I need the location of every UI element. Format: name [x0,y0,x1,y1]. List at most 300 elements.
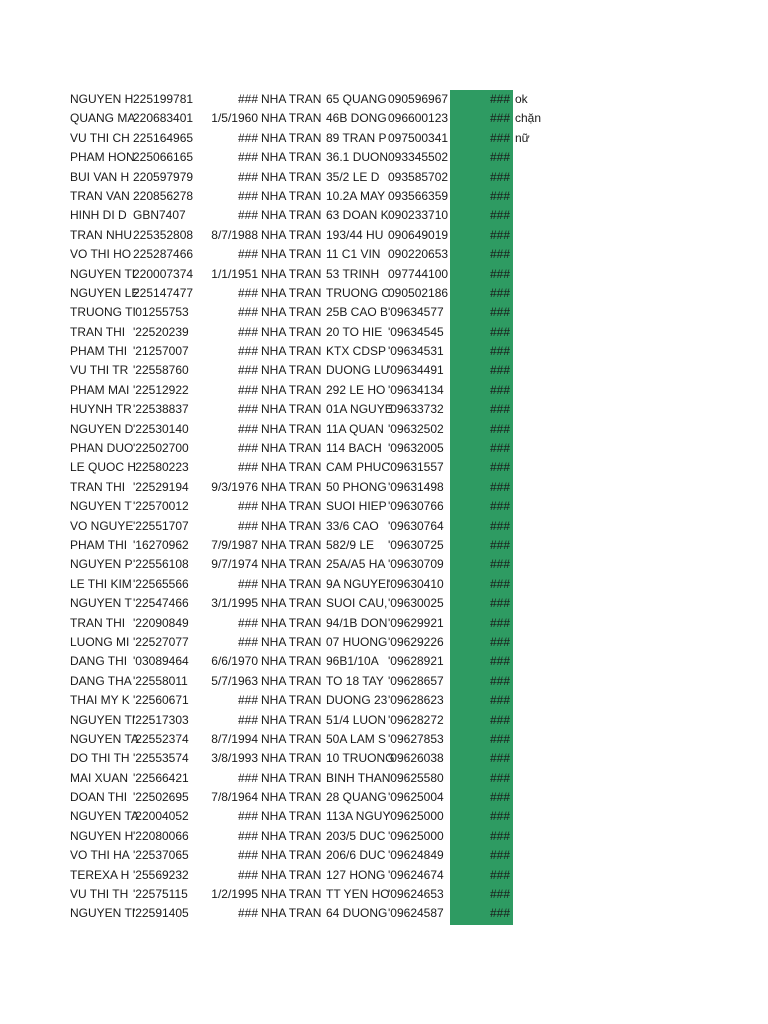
cell-id-number[interactable]: '22080066 [133,828,189,843]
cell-date-of-birth[interactable]: ### [237,247,258,262]
cell-city[interactable]: NHA TRAN [261,731,322,746]
cell-phone[interactable]: '09628272 [388,712,444,727]
cell-name[interactable]: BUI VAN H [70,169,130,184]
cell-highlighted-value[interactable]: ### [450,594,513,613]
cell-date-of-birth[interactable]: 7/8/1964 [211,790,258,805]
cell-id-number[interactable]: 220856278 [133,188,194,203]
cell-date-of-birth[interactable]: 1/5/1960 [211,111,258,126]
cell-id-number[interactable]: '01255753 [133,305,189,320]
cell-date-of-birth[interactable]: ### [237,324,258,339]
table-row[interactable] [0,148,768,167]
cell-highlighted-value[interactable]: ### [450,323,513,342]
cell-id-number[interactable]: 225147477 [133,285,194,300]
cell-note[interactable] [515,381,575,400]
cell-name[interactable]: QUANG MA [70,111,136,126]
cell-address[interactable]: 36.1 DUON [326,150,389,165]
cell-note[interactable] [515,439,575,458]
cell-name[interactable]: LE THI KIM [70,576,132,591]
cell-note[interactable] [515,265,575,284]
cell-city[interactable]: NHA TRAN [261,654,322,669]
cell-address[interactable]: 50 PHONG [326,479,387,494]
cell-date-of-birth[interactable]: ### [237,208,258,223]
cell-address[interactable]: SUOI HIEP [326,499,387,514]
cell-note[interactable] [515,342,575,361]
cell-address[interactable]: 10.2A MAY [326,188,386,203]
cell-date-of-birth[interactable]: 9/7/1974 [211,557,258,572]
cell-phone[interactable]: '09627853 [388,731,444,746]
cell-note[interactable] [515,769,575,788]
cell-note[interactable] [515,846,575,865]
cell-date-of-birth[interactable]: ### [237,712,258,727]
cell-date-of-birth[interactable]: ### [237,518,258,533]
cell-phone[interactable]: '09634545 [388,324,444,339]
cell-name[interactable]: NGUYEN T [70,499,132,514]
table-row[interactable] [0,885,768,904]
cell-phone[interactable]: 090502186 [388,285,449,300]
table-row[interactable] [0,323,768,342]
cell-id-number[interactable]: '22527077 [133,634,189,649]
cell-address[interactable]: 25B CAO B [326,305,389,320]
cell-name[interactable]: MAI XUAN [70,770,129,785]
cell-address[interactable]: 89 TRAN P [326,130,387,145]
cell-address[interactable]: KTX CDSP [326,344,387,359]
cell-address[interactable]: SUOI CAU, [326,596,388,611]
cell-highlighted-value[interactable]: ### [450,904,513,923]
cell-note[interactable] [515,361,575,380]
table-row[interactable] [0,226,768,245]
cell-id-number[interactable]: '22551707 [133,518,189,533]
cell-name[interactable]: NGUYEN LE [70,285,140,300]
cell-id-number[interactable]: 220007374 [133,266,194,281]
cell-city[interactable]: NHA TRAN [261,770,322,785]
cell-id-number[interactable]: 220597979 [133,169,194,184]
table-row[interactable] [0,458,768,477]
cell-date-of-birth[interactable]: 8/7/1994 [211,731,258,746]
table-row[interactable] [0,827,768,846]
cell-id-number[interactable]: 225199781 [133,92,194,106]
cell-city[interactable]: NHA TRAN [261,402,322,417]
table-row[interactable] [0,594,768,613]
cell-note[interactable] [515,303,575,322]
cell-address[interactable]: DUONG 23 [326,693,388,708]
cell-id-number[interactable]: 220683401 [133,111,194,126]
table-row[interactable] [0,206,768,225]
cell-highlighted-value[interactable]: ### [450,342,513,361]
cell-id-number[interactable]: '22530140 [133,421,189,436]
cell-name[interactable]: NGUYEN H [70,828,134,843]
cell-name[interactable]: TRAN VAN [70,188,130,203]
cell-address[interactable]: 01A NGUYE [326,402,393,417]
table-row[interactable] [0,517,768,536]
cell-date-of-birth[interactable]: 7/9/1987 [211,537,258,552]
cell-note[interactable]: nữ [515,130,530,145]
cell-address[interactable]: 193/44 HU [326,227,384,242]
cell-note[interactable] [515,672,575,691]
table-row[interactable] [0,904,768,923]
cell-city[interactable]: NHA TRAN [261,382,322,397]
table-row[interactable] [0,90,768,109]
cell-phone[interactable]: '09624674 [388,867,444,882]
cell-note[interactable] [515,827,575,846]
cell-address[interactable]: 20 TO HIE [326,324,383,339]
table-row[interactable] [0,168,768,187]
cell-date-of-birth[interactable]: ### [237,92,258,106]
cell-phone[interactable]: '09625000 [388,828,444,843]
table-row[interactable] [0,730,768,749]
cell-highlighted-value[interactable]: ### [450,284,513,303]
cell-address[interactable]: CAM PHUC [326,460,391,475]
cell-city[interactable]: NHA TRAN [261,188,322,203]
cell-name[interactable]: NGUYEN H [70,92,134,106]
cell-note[interactable] [515,691,575,710]
cell-highlighted-value[interactable]: ### [450,168,513,187]
table-row[interactable] [0,478,768,497]
cell-phone[interactable]: 097744100 [388,266,449,281]
cell-id-number[interactable]: '22575115 [133,887,188,902]
cell-highlighted-value[interactable]: ### [450,866,513,885]
cell-highlighted-value[interactable]: ### [450,517,513,536]
cell-id-number[interactable]: 225287466 [133,247,194,262]
cell-highlighted-value[interactable]: ### [450,652,513,671]
cell-name[interactable]: DANG THI [70,654,128,669]
cell-date-of-birth[interactable]: ### [237,906,258,921]
cell-date-of-birth[interactable]: ### [237,576,258,591]
cell-id-number[interactable]: 225164965 [133,130,194,145]
cell-phone[interactable]: '09629921 [388,615,444,630]
cell-highlighted-value[interactable]: ### [450,769,513,788]
cell-date-of-birth[interactable]: ### [237,460,258,475]
cell-date-of-birth[interactable]: ### [237,402,258,417]
cell-address[interactable]: 582/9 LE [326,537,375,552]
cell-note[interactable] [515,400,575,419]
table-row[interactable] [0,575,768,594]
cell-phone[interactable]: '09630725 [388,537,444,552]
table-row[interactable] [0,769,768,788]
cell-phone[interactable]: '09630410 [388,576,444,591]
cell-highlighted-value[interactable]: ### [450,691,513,710]
cell-address[interactable]: BINH THAN [326,770,391,785]
cell-id-number[interactable]: '22517303 [133,712,189,727]
cell-address[interactable]: 206/6 DUC [326,848,386,863]
cell-highlighted-value[interactable]: ### [450,420,513,439]
table-row[interactable] [0,866,768,885]
table-row[interactable] [0,497,768,516]
cell-phone[interactable]: '09631557 [388,460,444,475]
cell-name[interactable]: HUYNH TR [70,402,132,417]
cell-note[interactable]: ok [515,92,528,106]
table-row[interactable] [0,555,768,574]
cell-phone[interactable]: '09625004 [388,790,444,805]
cell-id-number[interactable]: '22566421 [133,770,189,785]
cell-date-of-birth[interactable]: ### [237,130,258,145]
cell-note[interactable] [515,148,575,167]
cell-highlighted-value[interactable]: ### [450,303,513,322]
cell-phone[interactable]: '09628657 [388,673,444,688]
cell-date-of-birth[interactable]: ### [237,285,258,300]
cell-date-of-birth[interactable]: ### [237,441,258,456]
cell-id-number[interactable]: '22553574 [133,751,189,766]
cell-highlighted-value[interactable]: ### [450,827,513,846]
cell-highlighted-value[interactable]: ### [450,730,513,749]
cell-name[interactable]: PHAN DUO [70,441,134,456]
cell-date-of-birth[interactable]: ### [237,693,258,708]
cell-phone[interactable]: '09628623 [388,693,444,708]
cell-phone[interactable]: '09624587 [388,906,444,921]
cell-id-number[interactable]: 225352808 [133,227,194,242]
cell-note[interactable] [515,711,575,730]
table-row[interactable] [0,614,768,633]
cell-date-of-birth[interactable]: ### [237,382,258,397]
cell-note[interactable] [515,904,575,923]
cell-highlighted-value[interactable]: ### [450,885,513,904]
cell-address[interactable]: 51/4 LUON [326,712,387,727]
table-row[interactable] [0,400,768,419]
cell-note[interactable] [515,885,575,904]
cell-highlighted-value[interactable]: ### [450,206,513,225]
cell-note[interactable] [515,788,575,807]
cell-id-number[interactable]: '03089464 [133,654,189,669]
cell-name[interactable]: VO NGUYE [70,518,134,533]
cell-name[interactable]: PHAM MAI [70,382,130,397]
table-row[interactable] [0,672,768,691]
cell-id-number[interactable]: '22570012 [133,499,189,514]
cell-highlighted-value[interactable]: ### [450,265,513,284]
cell-note[interactable] [515,536,575,555]
cell-note[interactable] [515,323,575,342]
cell-city[interactable]: NHA TRAN [261,130,322,145]
cell-city[interactable]: NHA TRAN [261,499,322,514]
cell-address[interactable]: TO 18 TAY [326,673,384,688]
cell-highlighted-value[interactable]: ### [450,749,513,768]
cell-date-of-birth[interactable]: ### [237,499,258,514]
cell-note[interactable]: chặn [515,111,542,126]
cell-id-number[interactable]: 225066165 [133,150,194,165]
cell-city[interactable]: NHA TRAN [261,887,322,902]
cell-id-number[interactable]: GBN7407 [133,208,186,223]
cell-highlighted-value[interactable]: ### [450,439,513,458]
cell-date-of-birth[interactable]: 1/1/1951 [211,266,258,281]
cell-highlighted-value[interactable]: ### [450,672,513,691]
cell-address[interactable]: TRUONG C [326,285,390,300]
cell-id-number[interactable]: '22529194 [133,479,189,494]
cell-name[interactable]: LE QUOC H [70,460,137,475]
cell-name[interactable]: TRAN THI [70,615,126,630]
cell-address[interactable]: 65 QUANG [326,92,387,106]
cell-city[interactable]: NHA TRAN [261,460,322,475]
cell-id-number[interactable]: '22547466 [133,596,189,611]
cell-name[interactable]: VO THI HO [70,247,132,262]
cell-city[interactable]: NHA TRAN [261,421,322,436]
table-row[interactable] [0,265,768,284]
cell-id-number[interactable]: '22556108 [133,557,189,572]
cell-address[interactable]: 11 C1 VIN [326,247,381,262]
cell-name[interactable]: DANG THA [70,673,132,688]
cell-date-of-birth[interactable]: ### [237,150,258,165]
cell-address[interactable]: TT YEN HO [326,887,390,902]
cell-city[interactable]: NHA TRAN [261,809,322,824]
cell-highlighted-value[interactable]: ### [450,458,513,477]
cell-phone[interactable]: '09634577 [388,305,444,320]
cell-note[interactable] [515,497,575,516]
cell-note[interactable] [515,594,575,613]
cell-date-of-birth[interactable]: ### [237,421,258,436]
table-row[interactable] [0,439,768,458]
cell-highlighted-value[interactable]: ### [450,187,513,206]
cell-phone[interactable]: 090220653 [388,247,449,262]
cell-city[interactable]: NHA TRAN [261,828,322,843]
cell-address[interactable]: 11A QUAN [326,421,384,436]
cell-name[interactable]: TRUONG TI [70,305,136,320]
cell-note[interactable] [515,245,575,264]
cell-highlighted-value[interactable]: ### [450,129,513,148]
cell-name[interactable]: NGUYEN TA [70,731,139,746]
cell-name[interactable]: DOAN THI [70,790,128,805]
cell-id-number[interactable]: '22090849 [133,615,189,630]
table-row[interactable] [0,788,768,807]
cell-address[interactable]: 35/2 LE D [326,169,380,184]
cell-city[interactable]: NHA TRAN [261,790,322,805]
cell-name[interactable]: NGUYEN P [70,557,133,572]
cell-id-number[interactable]: '21257007 [133,344,189,359]
cell-city[interactable]: NHA TRAN [261,867,322,882]
cell-id-number[interactable]: '22512922 [133,382,189,397]
cell-city[interactable]: NHA TRAN [261,305,322,320]
cell-address[interactable]: 10 TRUONG [326,751,395,766]
table-row[interactable] [0,284,768,303]
cell-id-number[interactable]: '22558760 [133,363,189,378]
cell-highlighted-value[interactable]: ### [450,478,513,497]
cell-address[interactable]: 292 LE HO [326,382,386,397]
cell-date-of-birth[interactable]: ### [237,848,258,863]
cell-date-of-birth[interactable]: 3/1/1995 [211,596,258,611]
table-row[interactable] [0,303,768,322]
cell-note[interactable] [515,517,575,536]
cell-id-number[interactable]: '22538837 [133,402,189,417]
cell-date-of-birth[interactable]: 5/7/1963 [211,673,258,688]
cell-address[interactable]: 64 DUONG [326,906,388,921]
cell-city[interactable]: NHA TRAN [261,441,322,456]
cell-date-of-birth[interactable]: ### [237,867,258,882]
cell-date-of-birth[interactable]: ### [237,169,258,184]
cell-phone[interactable]: '09625580 [388,770,444,785]
cell-phone[interactable]: 093585702 [388,169,449,184]
cell-date-of-birth[interactable]: ### [237,344,258,359]
cell-note[interactable] [515,420,575,439]
cell-city[interactable]: NHA TRAN [261,344,322,359]
cell-date-of-birth[interactable]: 3/8/1993 [211,751,258,766]
cell-phone[interactable]: '09630025 [388,596,444,611]
cell-note[interactable] [515,614,575,633]
cell-name[interactable]: NGUYEN TA [70,809,139,824]
cell-phone[interactable]: '09634491 [388,363,444,378]
cell-city[interactable]: NHA TRAN [261,751,322,766]
table-row[interactable] [0,342,768,361]
cell-name[interactable]: VU THI TR [70,363,129,378]
cell-highlighted-value[interactable]: ### [450,633,513,652]
table-row[interactable] [0,245,768,264]
cell-city[interactable]: NHA TRAN [261,693,322,708]
cell-address[interactable]: 9A NGUYEI [326,576,390,591]
cell-note[interactable] [515,749,575,768]
cell-city[interactable]: NHA TRAN [261,634,322,649]
cell-name[interactable]: TEREXA H [70,867,130,882]
cell-highlighted-value[interactable]: ### [450,846,513,865]
cell-id-number[interactable]: '22565566 [133,576,189,591]
cell-highlighted-value[interactable]: ### [450,555,513,574]
cell-highlighted-value[interactable]: ### [450,575,513,594]
cell-city[interactable]: NHA TRAN [261,906,322,921]
cell-city[interactable]: NHA TRAN [261,596,322,611]
cell-highlighted-value[interactable]: ### [450,245,513,264]
table-row[interactable] [0,536,768,555]
cell-date-of-birth[interactable]: 8/7/1988 [211,227,258,242]
cell-date-of-birth[interactable]: ### [237,770,258,785]
cell-name[interactable]: NGUYEN TI [70,906,136,921]
cell-address[interactable]: 07 HUONG [326,634,388,649]
table-row[interactable] [0,749,768,768]
table-row[interactable] [0,807,768,826]
cell-note[interactable] [515,226,575,245]
cell-address[interactable]: 28 QUANG [326,790,387,805]
cell-note[interactable] [515,652,575,671]
cell-name[interactable]: NGUYEN TI [70,266,136,281]
cell-city[interactable]: NHA TRAN [261,111,322,126]
cell-address[interactable]: DUONG LU [326,363,390,378]
cell-address[interactable]: 94/1B DON [326,615,388,630]
cell-date-of-birth[interactable]: 9/3/1976 [211,479,258,494]
cell-highlighted-value[interactable]: ### [450,400,513,419]
cell-city[interactable]: NHA TRAN [261,247,322,262]
table-row[interactable] [0,691,768,710]
table-row[interactable] [0,381,768,400]
cell-phone[interactable]: '09626038 [388,751,444,766]
cell-address[interactable]: 50A LAM S [326,731,387,746]
cell-name[interactable]: THAI MY K [70,693,130,708]
cell-id-number[interactable]: '22502700 [133,441,189,456]
cell-date-of-birth[interactable]: ### [237,188,258,203]
cell-city[interactable]: NHA TRAN [261,285,322,300]
cell-address[interactable]: 127 HONG [326,867,386,882]
cell-city[interactable]: NHA TRAN [261,227,322,242]
cell-highlighted-value[interactable]: ### [450,497,513,516]
cell-name[interactable]: VU THI TH [70,887,129,902]
cell-note[interactable] [515,730,575,749]
cell-phone[interactable]: '09628921 [388,654,444,669]
cell-phone[interactable]: 093566359 [388,188,449,203]
cell-city[interactable]: NHA TRAN [261,324,322,339]
cell-date-of-birth[interactable]: 1/2/1995 [211,887,258,902]
cell-date-of-birth[interactable]: ### [237,615,258,630]
cell-city[interactable]: NHA TRAN [261,92,322,106]
cell-note[interactable] [515,284,575,303]
cell-date-of-birth[interactable]: ### [237,305,258,320]
cell-phone[interactable]: '09630766 [388,499,444,514]
cell-note[interactable] [515,187,575,206]
cell-phone[interactable]: '09630709 [388,557,444,572]
cell-id-number[interactable]: '25569232 [133,867,189,882]
cell-note[interactable] [515,458,575,477]
cell-note[interactable] [515,206,575,225]
cell-name[interactable]: PHAM THI [70,344,128,359]
cell-address[interactable]: 203/5 DUC [326,828,386,843]
cell-name[interactable]: VU THI CH [70,130,130,145]
table-row[interactable] [0,361,768,380]
cell-highlighted-value[interactable]: ### [450,226,513,245]
cell-phone[interactable]: '09632502 [388,421,444,436]
cell-highlighted-value[interactable]: ### [450,536,513,555]
cell-phone[interactable]: '09624653 [388,887,444,902]
cell-city[interactable]: NHA TRAN [261,479,322,494]
